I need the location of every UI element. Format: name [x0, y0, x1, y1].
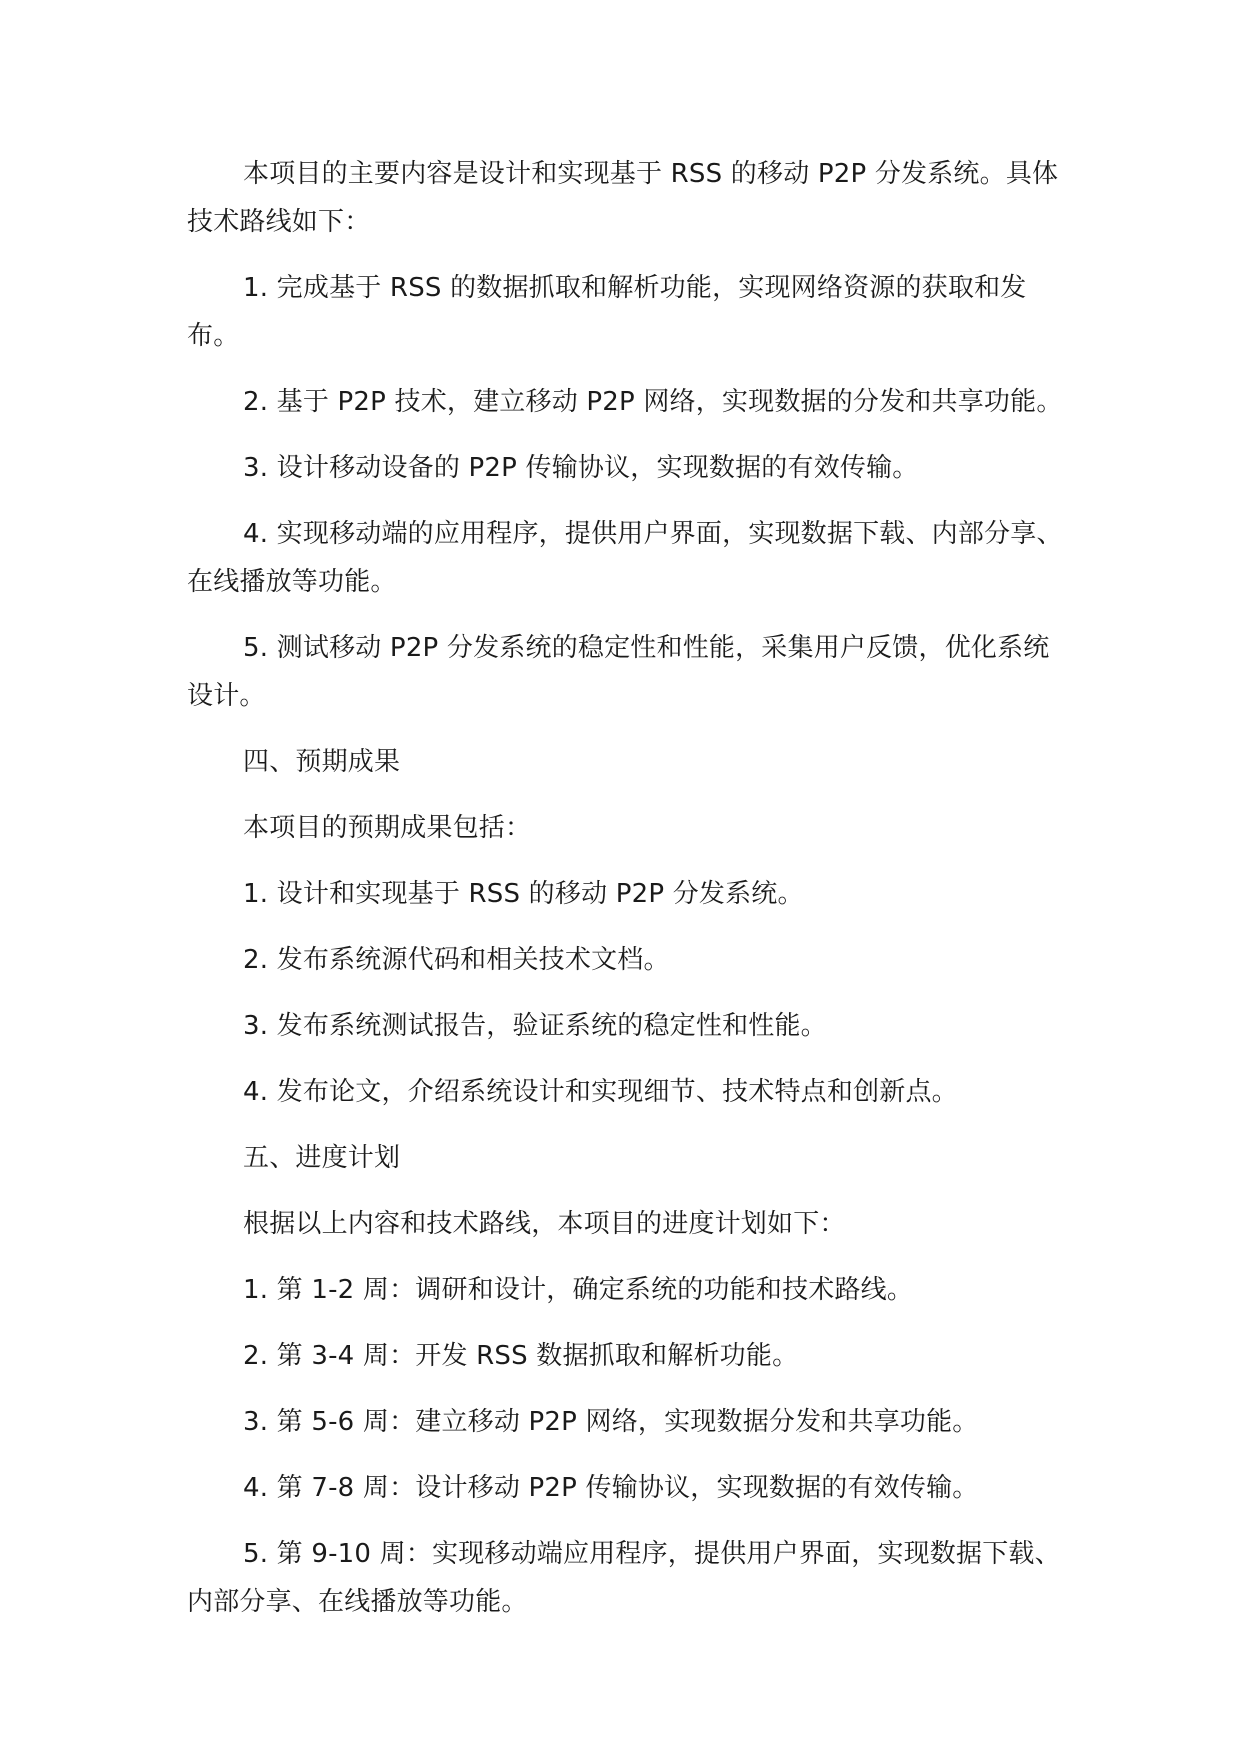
- document-page: [187, 150, 1067, 1626]
- paragraph-route-2: 2. 基于 P2P 技术，建立移动 P2P 网络，实现数据的分发和共享功能。: [243, 387, 1063, 417]
- paragraph-route-4: 4. 实现移动端的应用程序，提供用户界面，实现数据下载、内部分享、在线播放等功能。: [187, 519, 1063, 597]
- paragraph-result-1: 1. 设计和实现基于 RSS 的移动 P2P 分发系统。: [243, 879, 804, 909]
- paragraph-results-intro: 本项目的预期成果包括：: [243, 813, 532, 843]
- paragraph-result-4: 4. 发布论文，介绍系统设计和实现细节、技术特点和创新点。: [243, 1077, 958, 1107]
- paragraph-schedule-1: 1. 第 1-2 周：调研和设计，确定系统的功能和技术路线。: [243, 1275, 914, 1305]
- paragraph-intro: 本项目的主要内容是设计和实现基于 RSS 的移动 P2P 分发系统。具体技术路线如下：: [187, 159, 1059, 237]
- paragraph-schedule-4: 4. 第 7-8 周：设计移动 P2P 传输协议，实现数据的有效传输。: [243, 1473, 979, 1503]
- paragraph-schedule-5: 5. 第 9-10 周：实现移动端应用程序，提供用户界面，实现数据下载、内部分享、在线播放等功能。: [187, 1539, 1061, 1617]
- paragraph-route-1: 1. 完成基于 RSS 的数据抓取和解析功能，实现网络资源的获取和发布。: [187, 273, 1027, 351]
- paragraph-schedule-intro: 根据以上内容和技术路线，本项目的进度计划如下：: [243, 1209, 846, 1239]
- section-heading-schedule: 五、进度计划: [243, 1143, 401, 1173]
- paragraph-schedule-2: 2. 第 3-4 周：开发 RSS 数据抓取和解析功能。: [243, 1341, 799, 1371]
- section-heading-expected-results: 四、预期成果: [243, 747, 401, 777]
- paragraph-route-5: 5. 测试移动 P2P 分发系统的稳定性和性能，采集用户反馈，优化系统设计。: [187, 633, 1050, 711]
- paragraph-route-3: 3. 设计移动设备的 P2P 传输协议，实现数据的有效传输。: [243, 453, 919, 483]
- paragraph-result-2: 2. 发布系统源代码和相关技术文档。: [243, 945, 670, 975]
- paragraph-schedule-3: 3. 第 5-6 周：建立移动 P2P 网络，实现数据分发和共享功能。: [243, 1407, 979, 1437]
- paragraph-result-3: 3. 发布系统测试报告，验证系统的稳定性和性能。: [243, 1011, 827, 1041]
